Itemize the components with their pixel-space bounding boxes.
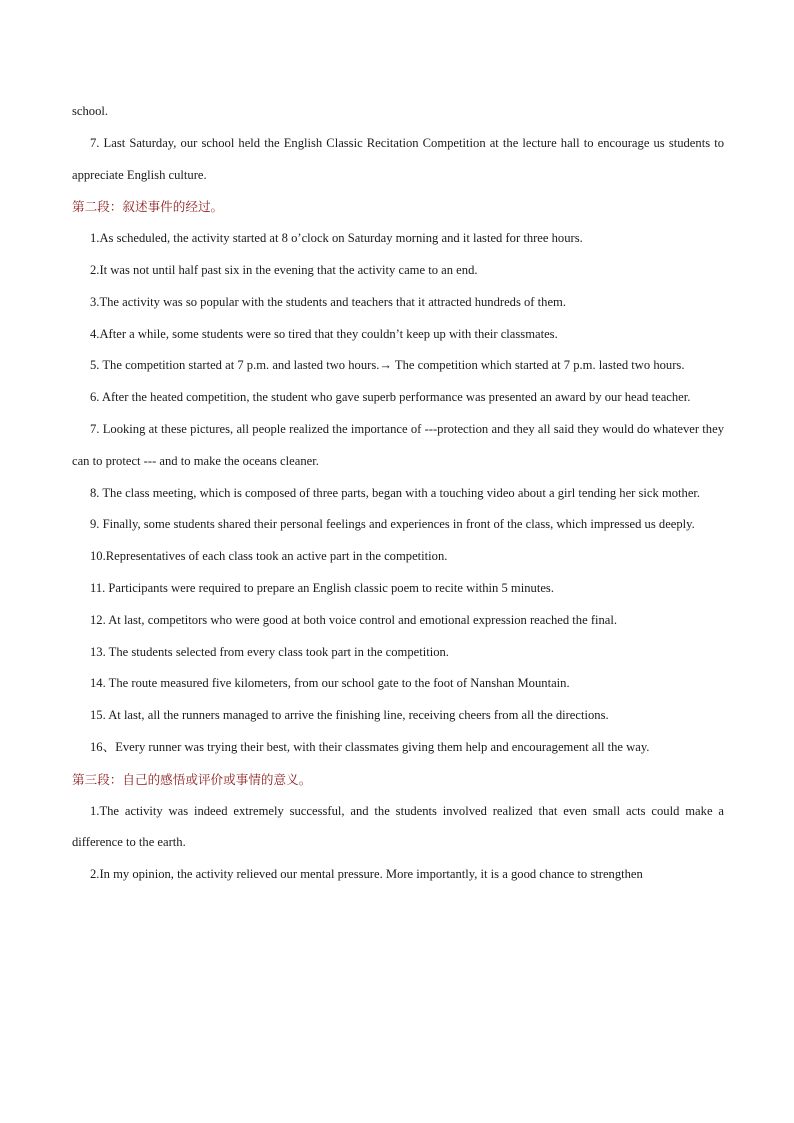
- section-3-heading: 第三段：自己的感悟或评价或事情的意义。: [72, 771, 312, 787]
- section-2-item: 10.Representatives of each class took an active part in the competition.: [90, 549, 448, 564]
- section-2-item: 15. At last, all the runners managed to arrive the finishing line, receiving cheers from all the directions.: [90, 708, 609, 723]
- section-3-item: 2.In my opinion, the activity relieved our mental pressure. More importantly, it is a good chance to strengthen: [90, 867, 643, 882]
- section-2-item: 9. Finally, some students shared their personal feelings and experiences in front of the class, which impressed us deeply.: [90, 517, 695, 532]
- section-2-item: 1.As scheduled, the activity started at 8 o’clock on Saturday morning and it lasted for three hours.: [90, 231, 583, 246]
- section-2-item: 16、Every runner was trying their best, with their classmates giving them help and encouragement all the way.: [90, 739, 650, 754]
- section-2-item: 12. At last, competitors who were good at both voice control and emotional expression reached the final.: [90, 612, 618, 627]
- section-2-item: 5. The competition started at 7 p.m. and lasted two hours.→ The competition which started at 7 p.m. lasted two hours.: [90, 358, 685, 373]
- section-2-item: 13. The students selected from every class took part in the competition.: [90, 644, 449, 659]
- section-2-item: 2.It was not until half past six in the evening that the activity came to an end.: [90, 262, 478, 277]
- continuation-text: school.: [72, 104, 109, 118]
- section-2-item: 11. Participants were required to prepare an English classic poem to recite within 5 minutes.: [90, 580, 554, 595]
- section-3-item: 1.The activity was indeed extremely successful, and the students involved realized that even small acts could make a difference to the earth.: [72, 803, 724, 850]
- section-2-item: 8. The class meeting, which is composed of three parts, began with a touching video about a girl tending her sick mother.: [90, 485, 701, 500]
- section-2-item: 14. The route measured five kilometers, from our school gate to the foot of Nanshan Mountain.: [90, 676, 570, 691]
- section-2-heading: 第二段：叙述事件的经过。: [72, 199, 224, 215]
- document-page: [72, 96, 724, 891]
- section-2-item: 6. After the heated competition, the student who gave superb performance was presented an award by our head teacher.: [90, 390, 691, 405]
- section-2-item: 4.After a while, some students were so tired that they couldn’t keep up with their classmates.: [90, 326, 558, 341]
- intro-item-7: 7. Last Saturday, our school held the English Classic Recitation Competition at the lecture hall to encourage us students to appreciate English culture.: [72, 135, 724, 182]
- section-2-item: 7. Looking at these pictures, all people realized the importance of ---protection and they all said they would do whatever they can to protect --- and to make the oceans cleaner.: [72, 421, 724, 468]
- section-2-item: 3.The activity was so popular with the students and teachers that it attracted hundreds of them.: [90, 294, 566, 309]
